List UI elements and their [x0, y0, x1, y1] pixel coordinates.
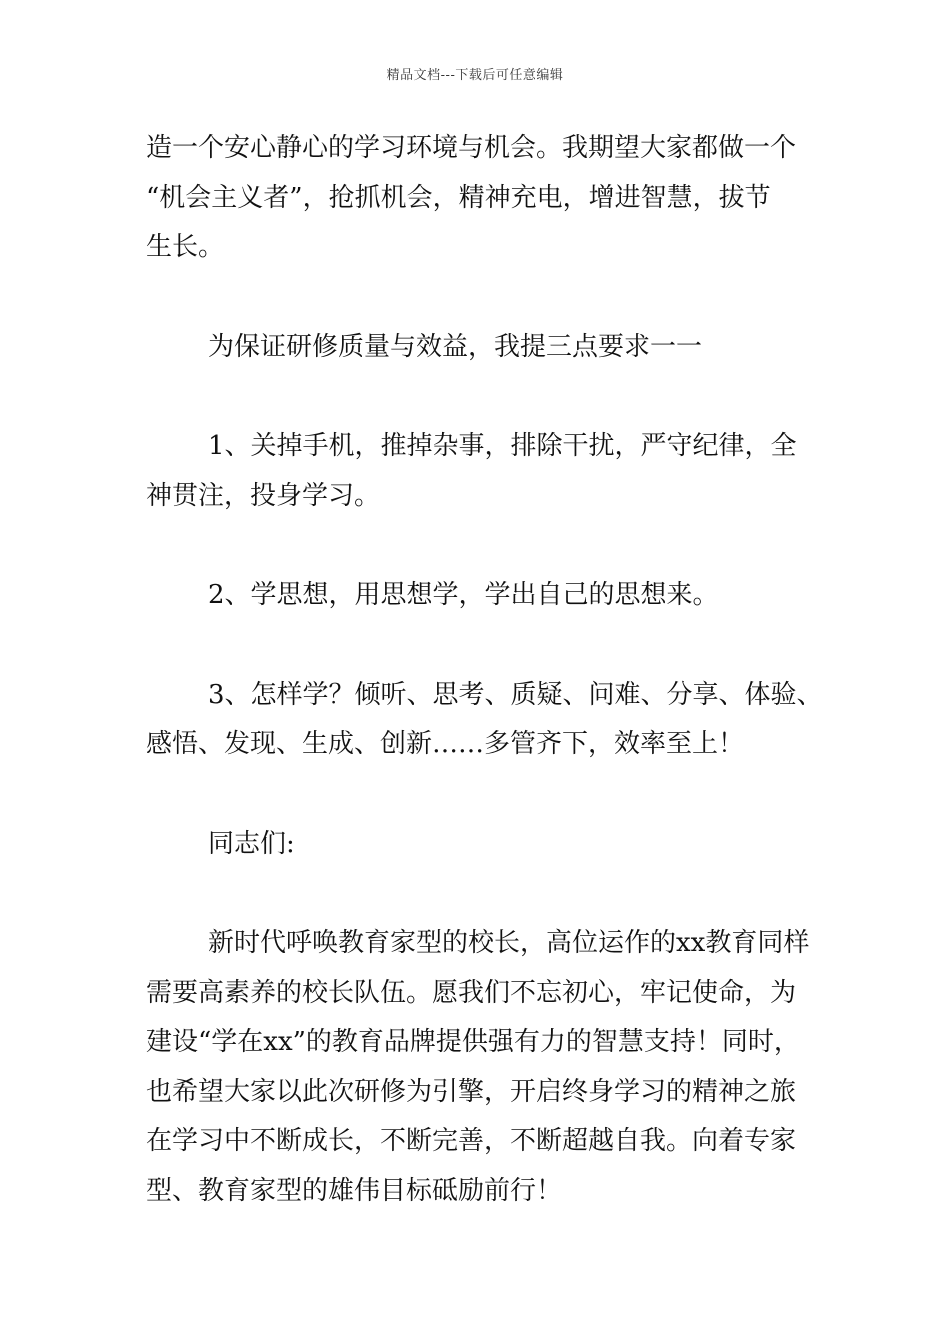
text-line: 同志们: — [208, 828, 295, 859]
text-line: 1、关掉手机，推掉杂事，排除干扰，严守纪律，全 — [208, 431, 797, 461]
document-body — [146, 124, 836, 1216]
text-line: 为保证研修质量与效益，我提三点要求一一 — [208, 331, 703, 362]
paragraph-5 — [146, 671, 836, 770]
paragraph-4 — [146, 571, 836, 621]
text-line: 建设“学在xx”的教育品牌提供强有力的智慧支持！同时， — [146, 1027, 800, 1057]
text-line: 神贯注，投身学习。 — [146, 480, 381, 511]
text-line: 感悟、发现、生成、创新……多管齐下，效率至上！ — [146, 729, 745, 759]
text-line: 造一个安心静心的学习环境与机会。我期望大家都做一个 — [146, 133, 797, 163]
text-line: 型、教育家型的雄伟目标砥励前行！ — [146, 1175, 563, 1206]
paragraph-gap — [146, 372, 836, 422]
paragraph-6 — [146, 820, 836, 870]
text-line: 也希望大家以此次研修为引擎，开启终身学习的精神之旅 — [146, 1076, 797, 1107]
text-line: 2、学思想，用思想学，学出自己的思想来。 — [208, 580, 719, 610]
text-line: 生长。 — [146, 232, 225, 262]
paragraph-7 — [146, 919, 836, 1216]
text-line: “机会主义者”，抢抓机会，精神充电，增进智慧，拔节 — [146, 182, 771, 213]
paragraph-2 — [146, 323, 836, 373]
paragraph-gap — [146, 621, 836, 671]
text-line: 在学习中不断成长，不断完善，不断超越自我。向着专家 — [146, 1126, 797, 1156]
paragraph-gap — [146, 869, 836, 919]
paragraph-gap — [146, 770, 836, 820]
paragraph-1 — [146, 124, 836, 273]
paragraph-3 — [146, 422, 836, 521]
text-line: 3、怎样学？倾听、思考、质疑、问难、分享、体验、 — [208, 679, 823, 710]
paragraph-gap — [146, 273, 836, 323]
text-line: 需要高素养的校长队伍。愿我们不忘初心，牢记使命，为 — [146, 977, 797, 1008]
page-header: 精品文档---下载后可任意编辑 — [386, 68, 564, 83]
text-line: 新时代呼唤教育家型的校长，高位运作的xx教育同样 — [208, 928, 810, 958]
paragraph-gap — [146, 521, 836, 571]
